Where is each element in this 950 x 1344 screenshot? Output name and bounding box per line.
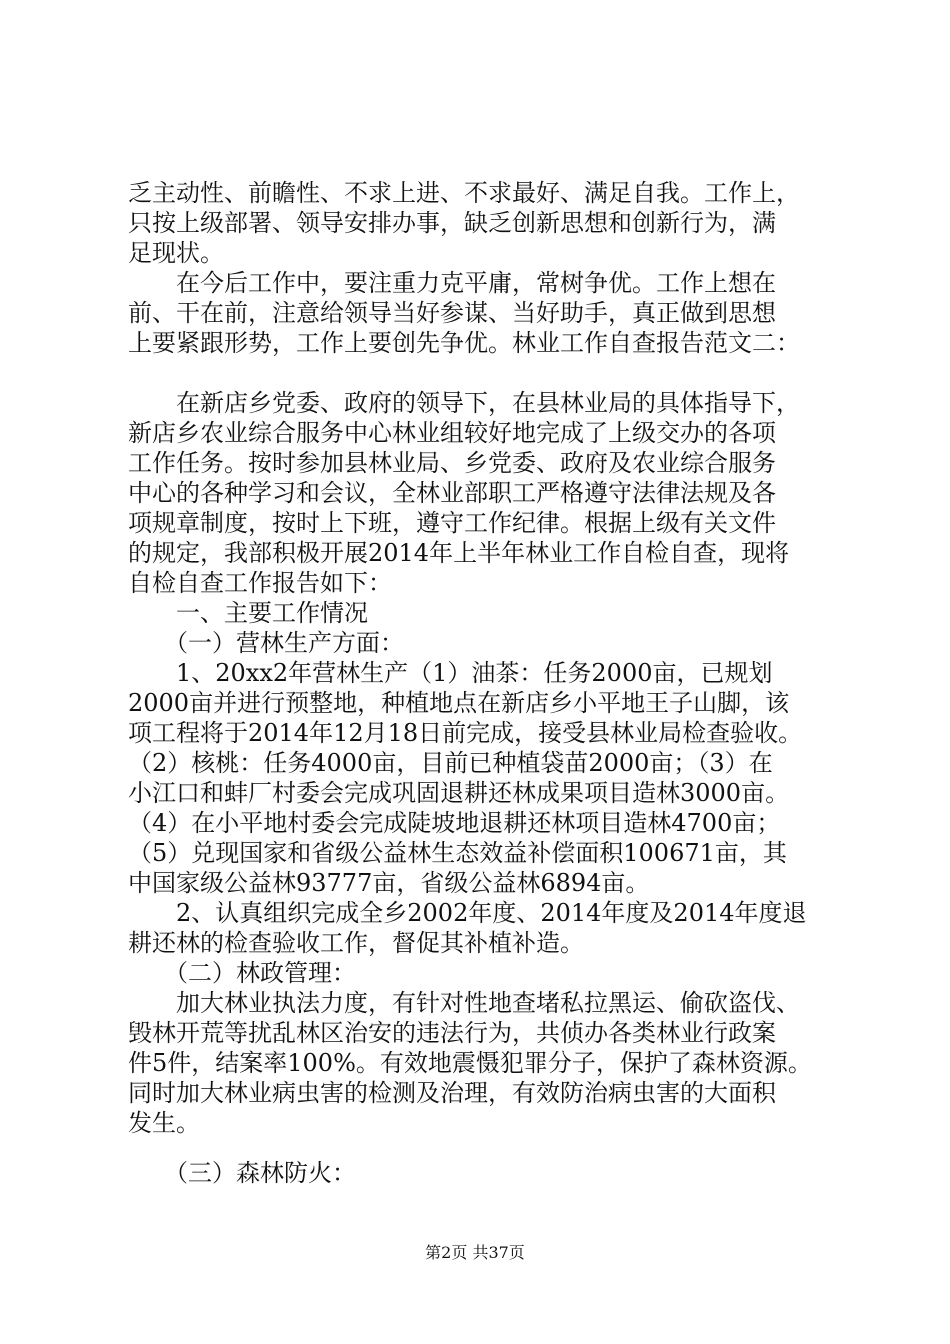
text-line: 在新店乡党委、政府的领导下，在县林业局的具体指导下， [128, 389, 800, 417]
text-line: （5）兑现国家和省级公益林生态效益补偿面积100671亩，其 [128, 839, 787, 867]
text-line: 自检自查工作报告如下： [128, 569, 392, 597]
text-line: 加大林业执法力度，有针对性地查堵私拉黑运、偷砍盗伐、 [128, 989, 800, 1017]
text-line: 中国家级公益林93777亩，省级公益林6894亩。 [128, 869, 650, 897]
text-line: 项规章制度，按时上下班，遵守工作纪律。根据上级有关文件 [128, 509, 776, 537]
text-line: 足现状。 [128, 239, 224, 267]
text-line: 1、20xx2年营林生产（1）油茶：任务2000亩，已规划 [128, 659, 773, 687]
text-line: 的规定，我部积极开展2014年上半年林业工作自检自查，现将 [128, 539, 790, 567]
text-line: 一、主要工作情况 [128, 599, 368, 627]
text-line: 件5件，结案率100%。有效地震慑犯罪分子，保护了森林资源。 [128, 1049, 812, 1077]
text-line: 小江口和蚌厂村委会完成巩固退耕还林成果项目造林3000亩。 [128, 779, 790, 807]
text-line: （2）核桃：任务4000亩，目前已种植袋苗2000亩；（3）在 [128, 749, 773, 777]
text-line: （二）林政管理： [128, 959, 356, 987]
text-line: 发生。 [128, 1109, 200, 1137]
text-line: 耕还林的检查验收工作，督促其补植补造。 [128, 929, 584, 957]
text-line: 毁林开荒等扰乱林区治安的违法行为，共侦办各类林业行政案 [128, 1019, 776, 1047]
text-line: 中心的各种学习和会议，全林业部职工严格遵守法律法规及各 [128, 479, 776, 507]
text-line: 新店乡农业综合服务中心林业组较好地完成了上级交办的各项 [128, 419, 776, 447]
text-line: （4）在小平地村委会完成陡坡地退耕还林项目造林4700亩； [128, 809, 781, 837]
text-line: 项工程将于2014年12月18日前完成，接受县林业局检查验收。 [128, 719, 803, 747]
text-line: 工作任务。按时参加县林业局、乡党委、政府及农业综合服务 [128, 449, 776, 477]
text-line: 乏主动性、前瞻性、不求上进、不求最好、满足自我。工作上， [128, 179, 800, 207]
text-line: 2000亩并进行预整地，种植地点在新店乡小平地王子山脚，该 [128, 689, 790, 717]
text-line: 2、认真组织完成全乡2002年度、2014年度及2014年度退 [128, 899, 807, 927]
text-line: 同时加大林业病虫害的检测及治理，有效防治病虫害的大面积 [128, 1079, 776, 1107]
text-line: （三）森林防火： [128, 1159, 356, 1187]
text-line: 只按上级部署、领导安排办事，缺乏创新思想和创新行为，满 [128, 209, 776, 237]
page-footer: 第2页 共37页 [425, 1243, 525, 1262]
text-line: （一）营林生产方面： [128, 629, 404, 657]
text-line: 前、干在前，注意给领导当好参谋、当好助手，真正做到思想 [128, 299, 776, 327]
text-line: 上要紧跟形势，工作上要创先争优。林业工作自查报告范文二： [128, 329, 800, 357]
text-line: 在今后工作中，要注重力克平庸，常树争优。工作上想在 [128, 269, 776, 297]
